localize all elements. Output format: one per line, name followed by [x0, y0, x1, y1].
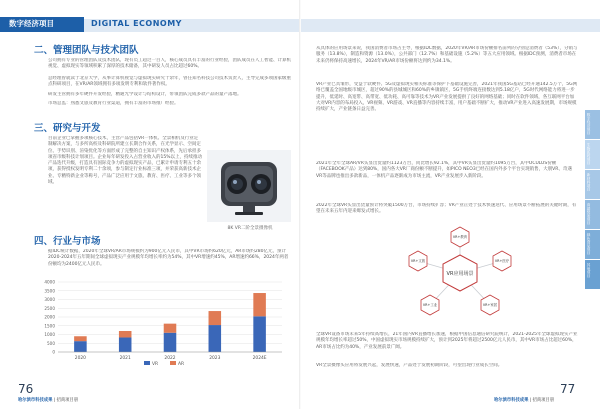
- diagram-node-5: VR+家居: [482, 303, 498, 307]
- section-english-title: DIGITAL ECONOMY: [91, 19, 182, 28]
- chart-bar-ar: [209, 311, 222, 325]
- chart-y-tick: 500: [47, 340, 55, 346]
- diagram-node-2: VR+文旅: [410, 259, 426, 263]
- chart-bar-vr: [164, 333, 177, 352]
- left-page-number: 76: [18, 382, 34, 396]
- right-paragraph-3: 2021年全年全球AR/VR头显出货量约1123万台，同比增长92.1%，其中VR头显出货量约1095万台，其中OCULUS份额（FACEBOOK产品）达到80%，国内各大VR厂商份额不断提升，如PICO NEO3已经在国内外多个平台实现销售，大朋VR、奇遇VR等品牌也推出多款新品，一体机产品逐渐成为市场主流，VR产业发展步入新阶段。: [316, 161, 572, 179]
- chart-y-tick: 3000: [44, 297, 55, 302]
- chart-x-tick: 2023: [209, 356, 221, 361]
- chart-legend-swatch: [170, 361, 176, 365]
- side-tab-material[interactable]: [585, 170, 600, 200]
- page-gutter: [299, 0, 301, 409]
- right-paragraph-2: VR产业已具雏形，受益于软硬件、5G及虚拟现实相关标准等保护下基础设施完善，2021年我国5G基站已经开通142.5万个，5G网络已覆盖全国地级市城区，超过90%的县城城区和60%的乡镇镇区，5G手机终端连接数达到5.18亿户，5G时代网络能力将进一步提升，低延时、高宽带、高带宽、低功耗、高可靠等技术为VR产业发展提供了良好的网络基础；同时在软件领域，各互联网平台加大对VR内容的布局投入，VR视频、VR游戏、VR直播等内容持续丰富，用户基础不断扩大，推动VR产业进入高速发展期，市场规模持续扩大，产业链条日益完善。: [316, 82, 578, 113]
- chart-legend-label: VR: [152, 361, 159, 367]
- side-tab-label: 生物医药项目: [587, 143, 591, 165]
- chart-bar-ar: [119, 331, 132, 337]
- chart-y-tick: 3500: [44, 288, 55, 294]
- chart-bar-ar: [253, 293, 266, 316]
- vr-scenario-diagram: [390, 223, 530, 323]
- chart-y-tick: 2000: [44, 314, 55, 320]
- chart-y-tick: 1000: [44, 332, 55, 337]
- chart-legend-label: AR: [178, 361, 185, 367]
- team-paragraph-1: 公司拥有专业的管理团队及技术团队，现有员工超过一百人，核心成员具有丰富的行业经验，团队成员在人工智能、计算机视觉、虚拟现实等领域积累了深厚的技术储备，其中研发人员占比超过60%。: [48, 58, 291, 70]
- right-footer-city: 哈尔滨市科技成果: [494, 398, 529, 403]
- right-bottom-paragraph-2: VR全景摄像头应用将发展兴起，发展快速，产品处于发展初期阶段，可望出现行业成长空间。: [316, 363, 503, 368]
- side-tab-label: 绿色食品项目: [587, 233, 591, 255]
- side-tab-other[interactable]: [585, 260, 600, 290]
- side-tab-label: 高端装备项目: [587, 203, 591, 225]
- right-footer: 哈尔滨市科技成果 | 招商项目册: [494, 398, 555, 403]
- side-tabs: [585, 110, 600, 290]
- market-size-chart: [32, 278, 294, 368]
- section-tag-label: 数字经济项目: [9, 19, 54, 28]
- side-tab-label: 新材料项目: [587, 173, 591, 191]
- chart-y-tick: 2500: [44, 305, 55, 311]
- team-paragraph-4: 市场总监：熟悉文旅及教育行业渠道，拥有丰富的市场推广经验。: [48, 101, 179, 106]
- side-tab-food[interactable]: [585, 230, 600, 260]
- side-tab-label: 数字经济项目: [587, 113, 591, 135]
- chart-bar-vr: [74, 341, 87, 352]
- chart-x-tick: 2020: [74, 356, 86, 361]
- chart-x-tick: 2021: [119, 356, 131, 361]
- chart-y-tick: 4000: [44, 279, 55, 285]
- chart-bar-vr: [253, 316, 266, 352]
- chart-bar-ar: [164, 324, 177, 333]
- left-footer: 哈尔滨市科技成果 | 招商项目册: [18, 398, 79, 403]
- chart-y-tick: 0: [52, 349, 55, 355]
- diagram-node-1: VR+教育: [452, 235, 468, 239]
- team-paragraph-2: 总经理曾就读于北京大学，从事计算机视觉与虚拟现实研究十余年，曾任知名科技公司技术负责人，主导完成多项国家级重点科研项目，在VR/AR领域拥有多项发明专利和软件著作权。: [48, 76, 291, 88]
- side-tab-digital[interactable]: [585, 110, 600, 140]
- section-title-market: 四、行业与市场: [34, 236, 101, 247]
- chart-x-tick: 2024E: [252, 356, 267, 361]
- chart-x-tick: 2022: [164, 356, 176, 361]
- right-paragraph-1: 从具体的应用场景来说，我国消费者市场占主导，根据IDC数据，2020年VR/AR市场份额排名前列的分别是消费者（53%），分销与服务（13.8%），制造和资源（13.0%），公共部门（12.7%）和基础设施（5.2%）等五大应用领域。根据IDC预测，消费者市场在未来仍将保持高速增长，2024年VR/AR市场份额将达到约为34.1%。: [316, 46, 578, 64]
- market-paragraph: 据IDC统计数据，2020年全球VR/AR市场规模约为900亿元人民币，其中VR市场约620亿元，AR市场约280亿元，预计2020-2024年五年期间全球虚拟现实产业规模年均增长率约为54%，其中VR增速约45%，AR增速约66%，2024年两者份额均为2400亿元人民币。: [48, 249, 289, 267]
- right-page-number: 77: [560, 382, 576, 396]
- side-tab-label: 其他项目: [587, 263, 591, 278]
- diagram-center-label: VR应用场景: [446, 271, 474, 277]
- right-bottom-paragraph-1: 全球VR设备市场未来5年持续高增长，21年国内VR直播增长加速，根据中国信息通信研究院统计，2021-2025年全球虚拟现实产业规模年均增长率超过50%，中国虚拟现实市场规模持续扩大，预计到2025年将超过2500亿元人民币，其中VR市场占比超过60%，AR市场占比约为40%，产业发展前景广阔。: [316, 332, 578, 350]
- chart-bar-vr: [209, 325, 222, 352]
- vr-camera-photo: [207, 150, 291, 222]
- section-tag: [0, 17, 84, 32]
- rnd-paragraph: 目前企业已掌握多项核心技术，主营产品包括VR一体机、全景相机及行业定制解决方案，与多所高校及科研院所建立长期合作关系，在光学显示、空间定位、手势识别、渲染优化等方面形成了完整的自主知识产权体系，先后承担多项省市级科技计划项目。企业每年研发投入占营业收入的15%以上，持续推动产品迭代升级，打造具有国际竞争力的虚拟现实产品，已累计申请专利五十余项，获得授权发明专利二十余项，参与制定行业标准三项，并荣获高新技术企业、专精特新企业等称号，产品广泛应用于文旅、教育、医疗、工业等多个领域。: [48, 136, 202, 186]
- side-tab-biomed[interactable]: [585, 140, 600, 170]
- right-footer-tail: 招商项目册: [532, 398, 555, 403]
- team-paragraph-3: 研发主管拥有多年硬件开发经验，精通光学设计与结构设计，带领团队完成多款产品的量产落地。: [48, 92, 242, 97]
- photo-caption: 8K VR二阶全景摄像机: [227, 226, 273, 231]
- chart-bar-vr: [119, 337, 132, 352]
- diagram-node-3: VR+医疗: [494, 259, 510, 263]
- chart-y-tick: 1500: [44, 323, 55, 329]
- side-tab-equipment[interactable]: [585, 200, 600, 230]
- diagram-node-4: VR+工业: [422, 303, 438, 307]
- left-footer-tail: 招商项目册: [56, 398, 79, 403]
- right-paragraph-4: 2022年全球VR头显出货量预计将突破1500万台，市场持续扩容；VR产业正处于技术快速迭代、应用场景不断拓展的关键时期，有望在未来五年内迎来爆发式增长。: [316, 203, 577, 215]
- section-title-team: 二、管理团队与技术团队: [34, 45, 139, 56]
- left-footer-city: 哈尔滨市科技成果: [18, 398, 53, 403]
- section-title-rnd: 三、研究与开发: [34, 123, 101, 134]
- chart-bar-ar: [74, 336, 87, 341]
- chart-legend-swatch: [144, 361, 150, 365]
